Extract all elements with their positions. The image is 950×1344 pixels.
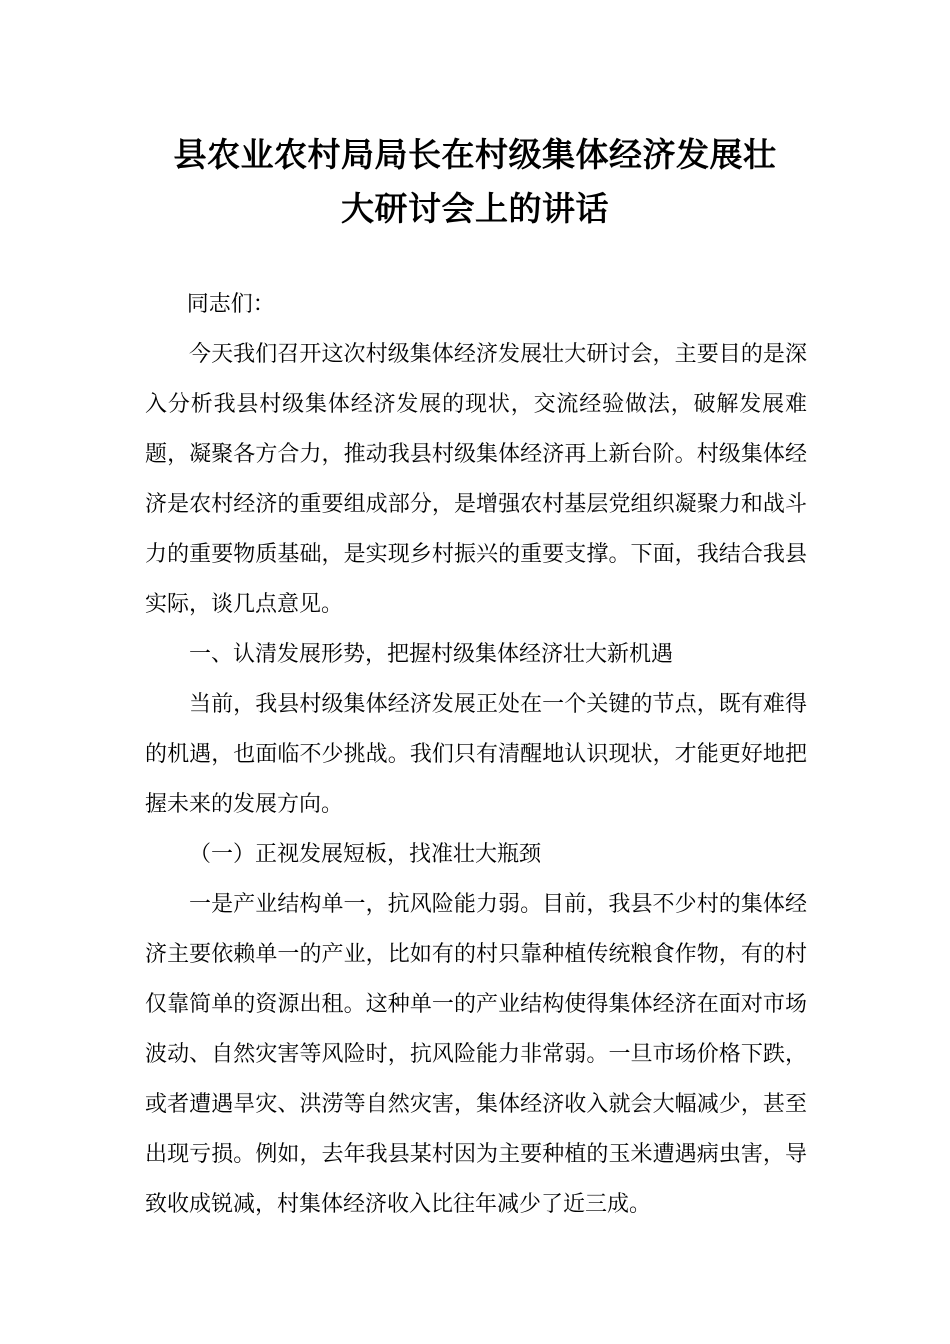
paragraph-industry-structure: 一是产业结构单一，抗风险能力弱。目前，我县不少村的集体经济主要依赖单一的产业，比如有的村只靠种植传统粮食作物，有的村仅靠简单的资源出租。这种单一的产业结构使得集体经济在面对市场波动、自然灾害等风险时，抗风险能力非常弱。一旦市场价格下跌，或者遭遇旱灾、洪涝等自然灾害，集体经济收入就会大幅减少，甚至出现亏损。例如，去年我县某村因为主要种植的玉米遭遇病虫害，导致收成锐减，村集体经济收入比往年减少了近三成。 <box>145 892 807 1217</box>
paragraph-current-situation: 当前，我县村级集体经济发展正处在一个关键的节点，既有难得的机遇，也面临不少挑战。我们只有清醒地认识现状，才能更好地把握未来的发展方向。 <box>145 692 807 817</box>
document-body <box>145 280 807 1230</box>
document-title <box>140 128 810 236</box>
section-heading-1: 一、认清发展形势，把握村级集体经济壮大新机遇 <box>189 642 674 667</box>
title-line-1: 县农业农村局局长在村级集体经济发展壮 <box>173 135 777 174</box>
subsection-heading-1: （一）正视发展短板，找准壮大瓶颈 <box>189 842 542 867</box>
title-line-2: 大研讨会上的讲话 <box>341 189 609 228</box>
salutation: 同志们： <box>186 292 275 317</box>
paragraph-intro: 今天我们召开这次村级集体经济发展壮大研讨会，主要目的是深入分析我县村级集体经济发展的现状，交流经验做法，破解发展难题，凝聚各方合力，推动我县村级集体经济再上新台阶。村级集体经济是农村经济的重要组成部分，是增强农村基层党组织凝聚力和战斗力的重要物质基础，是实现乡村振兴的重要支撑。下面，我结合我县实际，谈几点意见。 <box>145 342 807 617</box>
